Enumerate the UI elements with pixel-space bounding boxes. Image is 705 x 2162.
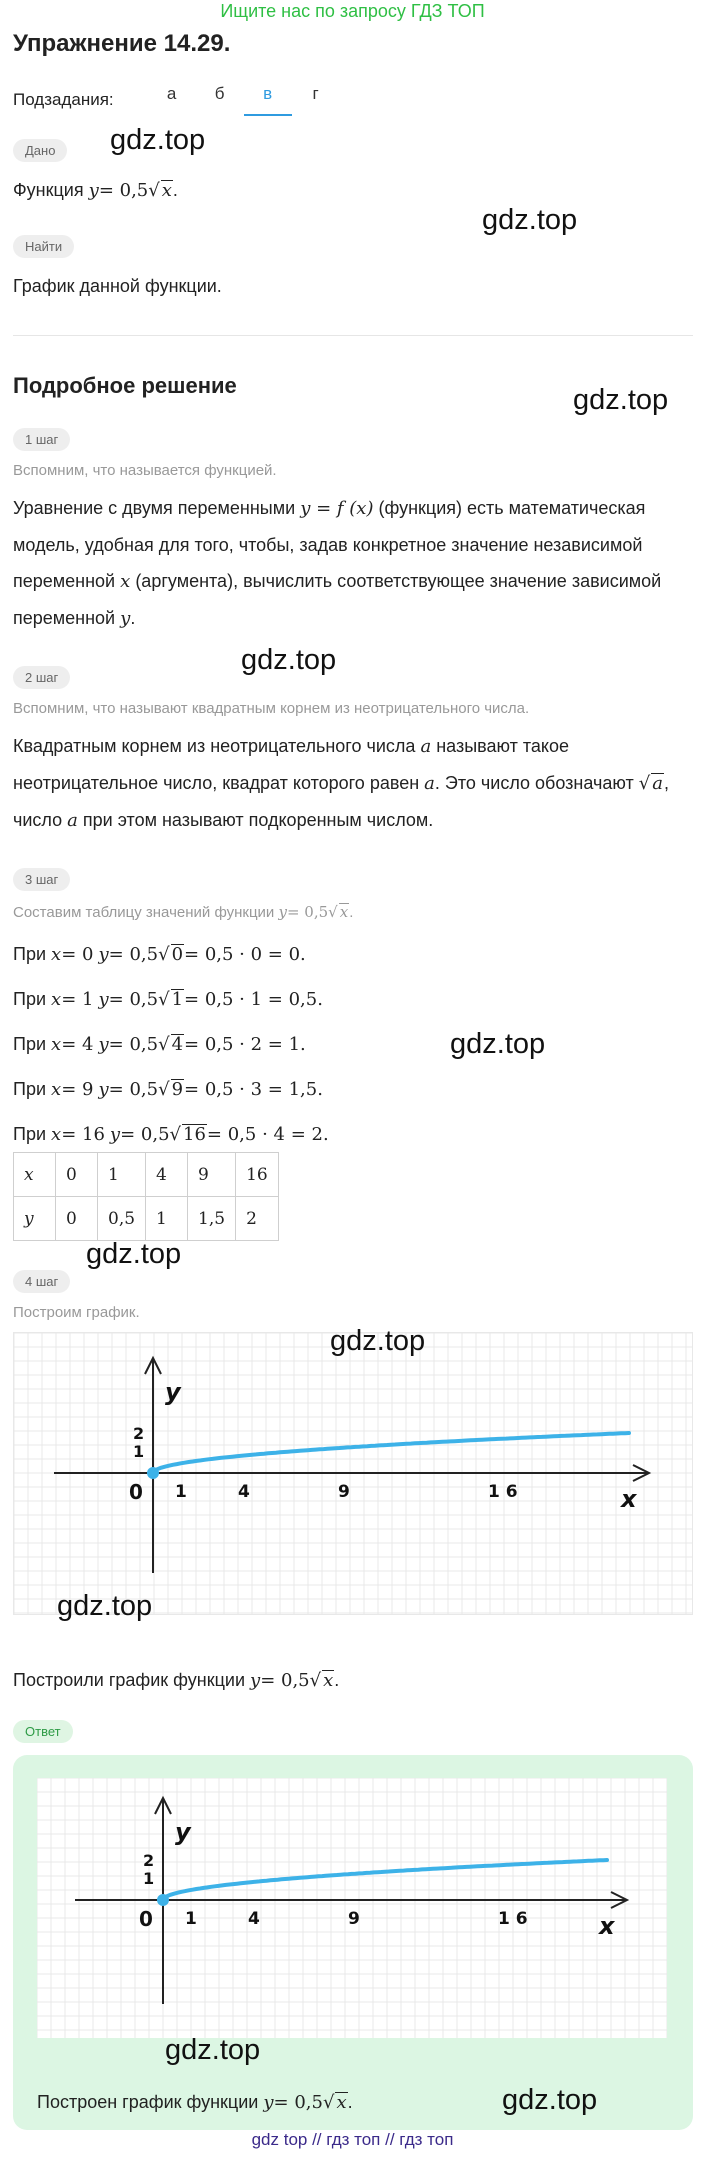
given-end: . xyxy=(172,180,178,200)
s4-rad: x xyxy=(323,1670,334,1691)
x-tick-label: 1 6 xyxy=(498,1909,528,1929)
x-tick-label: 4 xyxy=(248,1909,260,1929)
s2-l3a: число xyxy=(13,810,63,830)
step3-rows xyxy=(13,932,329,1157)
origin-point xyxy=(157,1894,169,1906)
given-prefix: Функция xyxy=(13,180,84,200)
function-graph xyxy=(13,1332,693,1615)
step4-hint: Построим график. xyxy=(13,1304,140,1321)
s1-l1b: (функция) есть математическая xyxy=(378,498,646,518)
watermark: gdz.top xyxy=(165,2034,261,2066)
find-chip-wrap xyxy=(13,235,74,258)
watermark: gdz.top xyxy=(330,1325,426,1357)
s1-l4a: переменной xyxy=(13,608,116,628)
origin-label: 0 xyxy=(129,1480,143,1504)
step2-hint: Вспомним, что называют квадратным корнем из неотрицательного числа. xyxy=(13,700,530,717)
watermark: gdz.top xyxy=(57,1590,153,1622)
subtask-tabs xyxy=(13,84,340,116)
page-title: Упражнение 14.29. xyxy=(13,30,231,57)
y-tick-label: 1 xyxy=(143,1869,155,1888)
s2-a3: a xyxy=(67,810,78,831)
s2-l1b: называют такое xyxy=(436,736,570,756)
find-chip: Найти xyxy=(13,235,74,258)
x-tick-label: 4 xyxy=(238,1482,250,1502)
x-axis-label: x xyxy=(599,1912,615,1940)
s2-l2a: неотрицательное число, квадрат которого равен xyxy=(13,773,420,793)
origin-label: 0 xyxy=(139,1907,153,1931)
watermark: gdz.top xyxy=(110,124,206,156)
given-radicand: x xyxy=(161,180,172,201)
x-axis-label: x xyxy=(621,1485,637,1513)
given-text: Функция y= 0,5√ x. xyxy=(13,180,178,201)
watermark: gdz.top xyxy=(502,2084,598,2116)
step3-chip: 3 шаг xyxy=(13,868,70,891)
find-text: График данной функции. xyxy=(13,276,222,296)
step3-hint: Составим таблицу значений функции y= 0,5√ x. xyxy=(13,903,354,921)
subtask-label: Подзадания: xyxy=(13,90,114,109)
table-cell: 4 xyxy=(146,1153,188,1197)
table-cell: 1 xyxy=(98,1153,146,1197)
given-chip: Дано xyxy=(13,139,67,162)
origin-point xyxy=(147,1467,159,1479)
s1-l4b: . xyxy=(130,608,136,628)
divider xyxy=(13,335,693,336)
s2-a2: a xyxy=(424,773,435,794)
x-tick-label: 1 6 xyxy=(488,1482,518,1502)
s4-end: . xyxy=(334,1670,340,1690)
calc-row: При x= 0 y= 0,5√ 0= 0,5 · 0 = 0. xyxy=(13,944,306,965)
s1-l3b: (аргумента), вычислить соответствующее значение зависимой xyxy=(135,571,662,591)
s4-text: Построили график функции xyxy=(13,1670,245,1690)
watermark: gdz.top xyxy=(573,384,669,416)
y-tick-label: 2 xyxy=(143,1851,155,1870)
y-tick-label: 2 xyxy=(133,1424,145,1443)
s4-y: y xyxy=(250,1670,261,1691)
calc-row: При x= 1 y= 0,5√ 1= 0,5 · 1 = 0,5. xyxy=(13,989,323,1010)
table-row xyxy=(14,1197,279,1241)
footer-links[interactable]: gdz top // гдз топ // гдз топ xyxy=(251,2130,454,2149)
x-tick-label: 9 xyxy=(348,1909,360,1929)
tab-g[interactable]: г xyxy=(312,84,319,103)
step4-chip: 4 шаг xyxy=(13,1270,70,1293)
s2-l2b: . Это число обозначают xyxy=(434,773,634,793)
search-banner[interactable]: Ищите нас по запросу ГДЗ ТОП xyxy=(220,1,485,21)
y-tick-label: 1 xyxy=(133,1442,145,1461)
s3-hint-rad: x xyxy=(339,903,349,921)
watermark: gdz.top xyxy=(86,1238,182,1270)
table-cell: y xyxy=(14,1197,56,1241)
x-tick-label: 1 xyxy=(185,1909,197,1929)
table-cell: x xyxy=(14,1153,56,1197)
step1-hint: Вспомним, что называется функцией. xyxy=(13,462,277,479)
ans-text: Построен график функции xyxy=(37,2092,259,2112)
ans-y: y xyxy=(263,2092,274,2113)
solution-title: Подробное решение xyxy=(13,373,237,398)
watermark: gdz.top xyxy=(450,1028,546,1060)
watermark: gdz.top xyxy=(482,204,578,236)
s3-hint-text: Составим таблицу значений функции xyxy=(13,904,275,921)
y-axis-label: y xyxy=(165,1378,181,1406)
given-eq: = 0,5 xyxy=(98,180,149,201)
ans-eq: = 0,5 xyxy=(273,2092,323,2113)
step2-text: Квадратным корнем из неотрицательного числа a называют такое неотрицательное число, квадрат которого равен a. Это число обозначают √ a, число a при этом называют подкоренным числом. xyxy=(13,736,669,831)
s3-hint-end: . xyxy=(349,904,354,921)
given-chip-wrap xyxy=(13,139,67,162)
calc-row: При x= 4 y= 0,5√ 4= 0,5 · 2 = 1. xyxy=(13,1034,306,1055)
step4-conclusion: Построили график функции y= 0,5√ x. xyxy=(13,1670,340,1691)
s1-l2: модель, удобная для того, чтобы, задав конкретное значение независимой xyxy=(13,535,643,555)
step1-chip: 1 шаг xyxy=(13,428,70,451)
tab-b[interactable]: б xyxy=(214,84,225,103)
s1-func: y = f (x) xyxy=(300,498,374,519)
values-table xyxy=(13,1152,279,1241)
x-tick-label: 1 xyxy=(175,1482,187,1502)
ans-rad: x xyxy=(336,2092,347,2113)
s4-eq: = 0,5 xyxy=(260,1670,310,1691)
s2-comma: , xyxy=(663,773,669,793)
tab-a[interactable]: а xyxy=(166,84,177,103)
table-cell: 16 xyxy=(236,1153,279,1197)
answer-chip: Ответ xyxy=(13,1720,73,1743)
table-cell: 9 xyxy=(188,1153,236,1197)
s2-l1a: Квадратным корнем из неотрицательного числа xyxy=(13,736,416,756)
calc-row: При x= 16 y= 0,5√ 16= 0,5 · 4 = 2. xyxy=(13,1124,329,1145)
s2-rad: a xyxy=(652,773,663,794)
calc-row: При x= 9 y= 0,5√ 9= 0,5 · 3 = 1,5. xyxy=(13,1079,323,1100)
x-tick-label: 9 xyxy=(338,1482,350,1502)
function-curve xyxy=(163,1860,607,1900)
watermark: gdz.top xyxy=(241,644,337,676)
table-cell: 1 xyxy=(146,1197,188,1241)
answer-text: Построен график функции y= 0,5√ x. xyxy=(37,2092,353,2113)
step2-chip: 2 шаг xyxy=(13,666,70,689)
ans-end: . xyxy=(347,2092,353,2112)
s1-y: y xyxy=(120,608,131,629)
s1-x: x xyxy=(120,571,131,592)
s3-hint-eq: = 0,5 xyxy=(286,903,329,921)
s2-l3b: при этом называют подкоренным числом. xyxy=(82,810,434,830)
s2-a1: a xyxy=(420,736,432,757)
table-row xyxy=(14,1153,279,1197)
step1-text xyxy=(13,490,703,637)
table-cell: 0,5 xyxy=(98,1197,146,1241)
table-cell: 0 xyxy=(56,1153,98,1197)
s3-hint-y: y xyxy=(278,903,287,921)
answer-graph xyxy=(37,1778,667,2038)
s1-l3a: переменной xyxy=(13,571,116,591)
given-y: y xyxy=(88,180,99,201)
y-axis-label: y xyxy=(175,1818,191,1846)
s1-l1a: Уравнение с двумя переменными xyxy=(13,498,296,518)
table-cell: 2 xyxy=(236,1197,279,1241)
tab-v[interactable]: в xyxy=(244,84,292,116)
table-cell: 0 xyxy=(56,1197,98,1241)
table-cell: 1,5 xyxy=(188,1197,236,1241)
